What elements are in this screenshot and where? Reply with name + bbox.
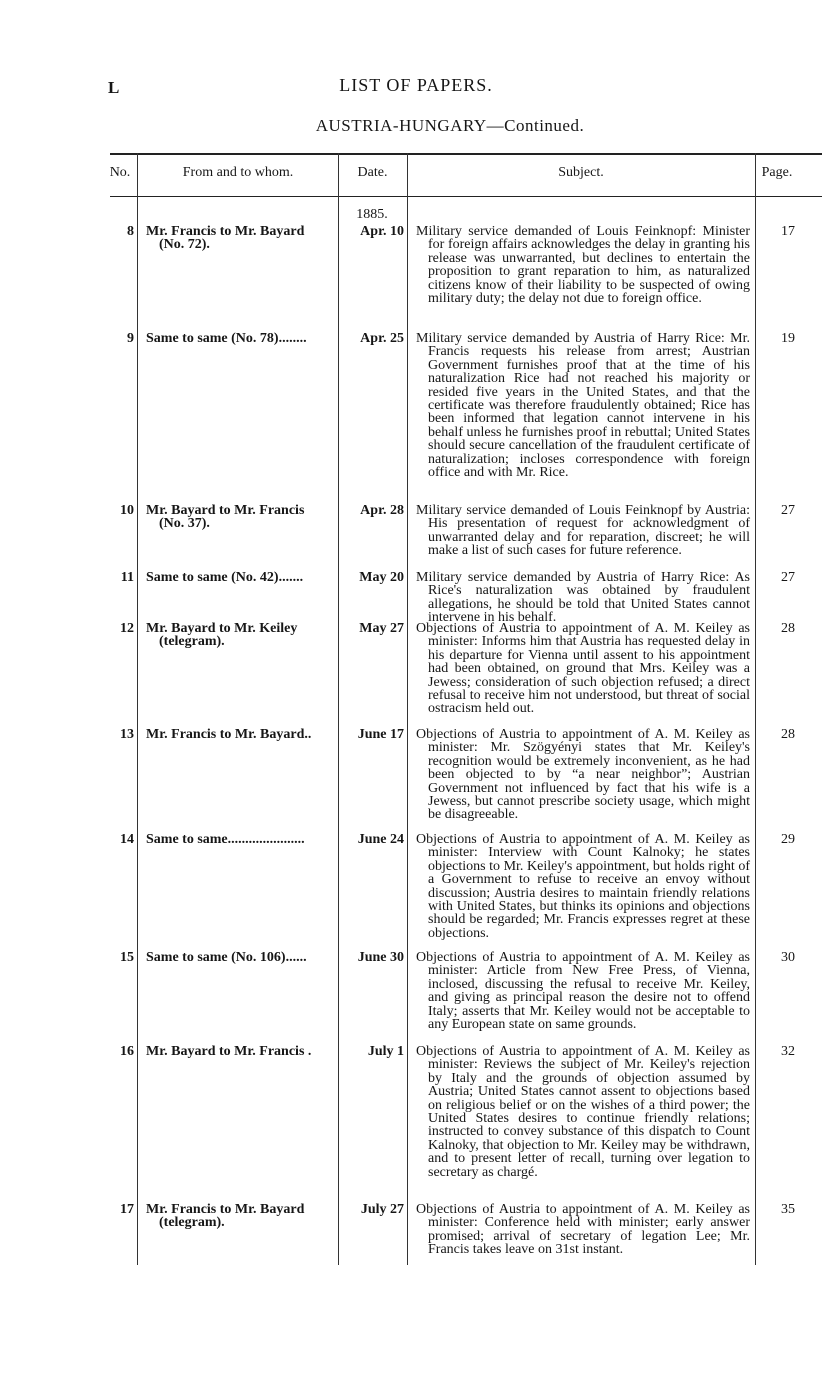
from-line: Mr. Francis to Mr. Bayard	[146, 1202, 305, 1217]
from-line: (telegram).	[159, 634, 225, 650]
date-cell: Apr. 10	[360, 224, 404, 239]
page-cell: 28	[781, 621, 795, 636]
date-cell: July 1	[367, 1044, 404, 1059]
page-cell: 29	[781, 832, 795, 847]
subject-cell: Military service demanded by Austria of Harry Rice: Mr. Francis requests his release from arrest; Austrian Government furnishes proof that at the time of his naturalization Rice had not reached his majority or resided five years in the United States, and that the certificate was therefore fraudulently obtained; Rice has been informed that legation cannot intervene in his behalf unless he furnishes proof in rebuttal; United States should secure cancellation of the fraudulent certificate of naturalization; incloses correspondence with foreign office and with Mr. Rice.	[416, 331, 750, 481]
page-cell: 35	[781, 1202, 795, 1217]
header-page: Page.	[761, 165, 793, 180]
from-to-cell	[146, 504, 342, 531]
column-divider	[338, 153, 339, 1265]
from-line: Mr. Francis to Mr. Bayard..	[146, 727, 312, 742]
date-cell: June 24	[357, 832, 404, 847]
row-number: 8	[127, 224, 134, 239]
from-line: (No. 72).	[159, 237, 210, 253]
row-number: 9	[127, 331, 134, 346]
subject-cell: Objections of Austria to appointment of A. M. Keiley as minister: Reviews the subject of Mr. Keiley's rejection by Italy and the grounds of objection assumed by Austria; United States cannot assent to objections based on religious belief or on the wishes of a third power; the United States desires to continue friendly relations; instructed to convey substance of this dispatch to Count Kalnoky, that objection to Mr. Keiley may be withdrawn, and to present letter of recall, turning over legation to secretary as chargé.	[416, 1044, 750, 1180]
page-title: LIST OF PAPERS.	[339, 75, 493, 95]
page-cell: 28	[781, 727, 795, 742]
subject-cell: Objections of Austria to appointment of A. M. Keiley as minister: Interview with Count Kalnoky; he states objections to Mr. Keiley's appointment, but holds right of a Government to refuse to receive an envoy without discussion; Austria desires to maintain friendly relations with United States, but thinks its opinions and objections should be regarded; Mr. Francis expresses regret at these objections.	[416, 832, 750, 941]
from-to-cell	[146, 571, 342, 584]
from-line: Mr. Bayard to Mr. Keiley	[146, 621, 298, 636]
from-to-cell	[146, 332, 342, 345]
column-divider	[137, 153, 138, 1265]
page-cell: 27	[781, 503, 795, 518]
header-date: Date.	[357, 165, 388, 180]
from-line: (telegram).	[159, 1215, 225, 1231]
table-header-rule	[110, 196, 822, 197]
page-letter: L	[108, 78, 120, 97]
row-number: 14	[120, 832, 134, 847]
row-number: 12	[120, 621, 134, 636]
year-label: 1885.	[356, 207, 388, 222]
date-cell: June 30	[357, 950, 404, 965]
from-to-cell	[146, 1045, 342, 1058]
date-cell: Apr. 28	[360, 503, 404, 518]
date-cell: May 27	[359, 621, 404, 636]
header-from: From and to whom.	[182, 165, 294, 180]
subject-cell: Military service demanded of Louis Feinknopf by Austria: His presentation of request for acknowledgment of unwarranted delay and for reparation, discreet; he will make a list of such cases for future reference.	[416, 503, 750, 559]
column-divider	[407, 153, 408, 1265]
from-line: (No. 37).	[159, 516, 210, 532]
date-cell: June 17	[357, 727, 404, 742]
from-line: Same to same......................	[146, 832, 305, 847]
date-cell: July 27	[360, 1202, 404, 1217]
subject-cell: Objections of Austria to appointment of A. M. Keiley as minister: Mr. Szögyényi states that Mr. Keiley's recognition would be extremely inconvenient, as he had been objected to by “a near neighbor”; Austrian Government not influenced by fact that his wife is a Jewess, but cannot prescribe society usage, which might be disagreeable.	[416, 727, 750, 823]
subject-cell: Objections of Austria to appointment of A. M. Keiley as minister: Article from New Free Press, of Vienna, inclosed, discussing the refusal to receive Mr. Keiley, and giving as principal reason the desire not to offend Italy; asserts that Mr. Keiley would not be acceptable to any European state on same grounds.	[416, 950, 750, 1033]
date-cell: May 20	[359, 570, 404, 585]
row-number: 10	[120, 503, 134, 518]
page-cell: 27	[781, 570, 795, 585]
from-line: Mr. Bayard to Mr. Francis	[146, 503, 305, 518]
subject-cell: Military service demanded by Austria of Harry Rice: As Rice's naturalization was obtained by fraudulent allegations, he should be told that United States cannot intervene in his behalf.	[416, 570, 750, 626]
row-number: 11	[120, 570, 134, 585]
from-line: Mr. Francis to Mr. Bayard	[146, 224, 305, 239]
from-to-cell	[146, 1203, 342, 1230]
row-number: 17	[120, 1202, 134, 1217]
subject-cell: Objections of Austria to appointment of A. M. Keiley as minister: Conference held with minister; early answer promised; arrival of secretary of legation Lee; Mr. Francis takes leave on 31st instant.	[416, 1202, 750, 1258]
header-no: No.	[109, 165, 131, 180]
row-number: 15	[120, 950, 134, 965]
from-to-cell	[146, 225, 342, 252]
row-number: 13	[120, 727, 134, 742]
section-subtitle: AUSTRIA-HUNGARY—Continued.	[315, 116, 585, 135]
from-to-cell	[146, 951, 342, 964]
page-cell: 32	[781, 1044, 795, 1059]
page-cell: 30	[781, 950, 795, 965]
row-number: 16	[120, 1044, 134, 1059]
from-to-cell	[146, 728, 342, 741]
from-line: Mr. Bayard to Mr. Francis .	[146, 1044, 312, 1059]
subject-cell: Military service demanded of Louis Feinknopf: Minister for foreign affairs acknowledges the delay in granting his release was unwarranted, but declines to entertain the proposition to grant reparation to him, as naturalized citizens know of their liability to be suspected of owing military duty; the delay not due to foreign office.	[416, 224, 750, 307]
table-top-rule	[110, 153, 822, 155]
page-cell: 19	[781, 331, 795, 346]
from-line: Same to same (No. 106)......	[146, 950, 307, 965]
column-divider	[755, 153, 756, 1265]
from-to-cell	[146, 833, 342, 846]
from-line: Same to same (No. 78)........	[146, 331, 307, 346]
header-subject: Subject.	[558, 165, 604, 180]
from-to-cell	[146, 622, 342, 649]
page-cell: 17	[781, 224, 795, 239]
date-cell: Apr. 25	[360, 331, 404, 346]
subject-cell: Objections of Austria to appointment of A. M. Keiley as minister: Informs him that Austria has requested delay in his departure for Vienna until assent to his appointment had been obtained, on ground that Mrs. Keiley was a Jewess; consideration of such objection refused; a direct refusal to receive him not understood, but threat of social ostracism held out.	[416, 621, 750, 717]
from-line: Same to same (No. 42).......	[146, 570, 304, 585]
